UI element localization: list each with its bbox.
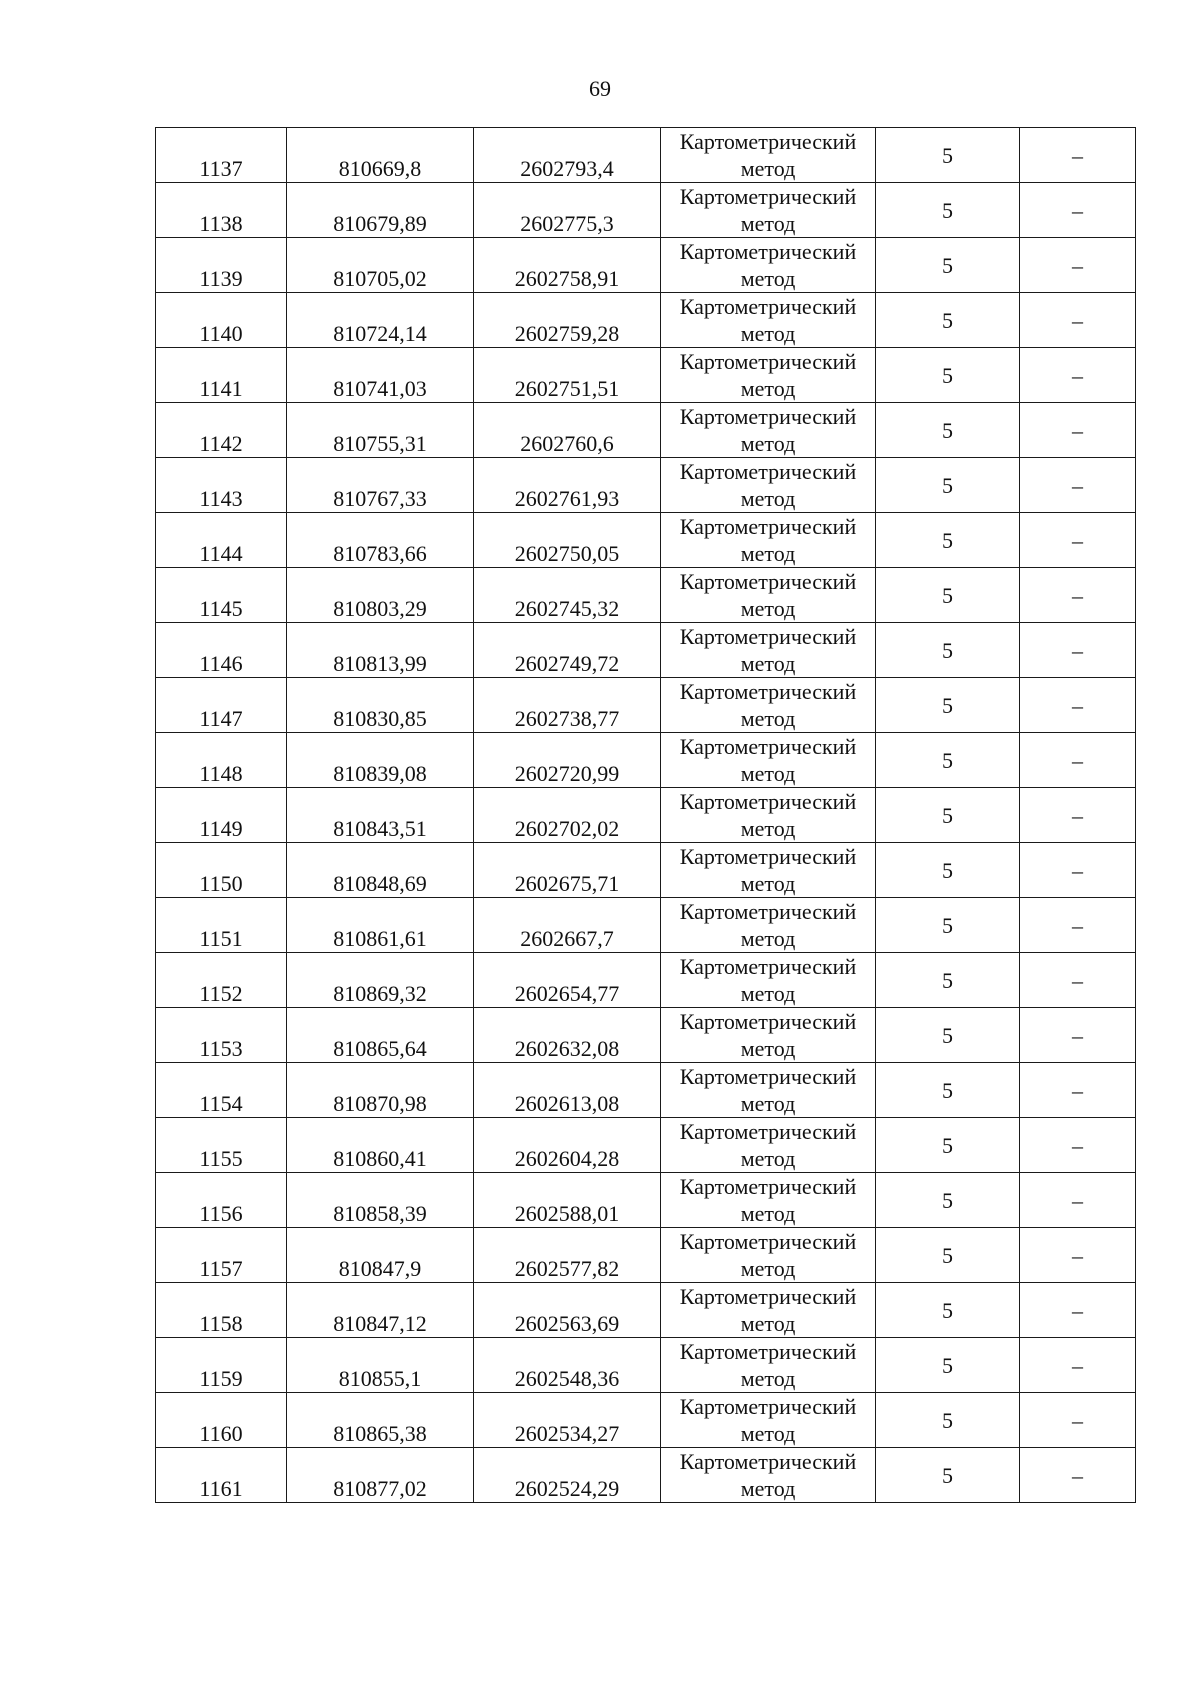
accuracy-cell: 5	[876, 128, 1020, 183]
method-label-line2: метод	[740, 926, 796, 951]
y-coordinate-cell: 2602775,3	[474, 183, 661, 238]
method-label-line1: Картометрический	[679, 679, 857, 704]
method-label-line1: Картометрический	[679, 789, 857, 814]
method-label-line2: метод	[740, 651, 796, 676]
point-number-cell: 1148	[156, 733, 287, 788]
note-cell: –	[1020, 1008, 1136, 1063]
point-number-cell: 1157	[156, 1228, 287, 1283]
y-coordinate-cell: 2602760,6	[474, 403, 661, 458]
x-coordinate-cell: 810869,32	[287, 953, 474, 1008]
y-coordinate-cell: 2602667,7	[474, 898, 661, 953]
method-label-line2: метод	[740, 1421, 796, 1446]
note-cell: –	[1020, 568, 1136, 623]
table-row	[156, 898, 1136, 953]
accuracy-cell: 5	[876, 238, 1020, 293]
x-coordinate-cell: 810847,12	[287, 1283, 474, 1338]
accuracy-cell: 5	[876, 403, 1020, 458]
table-row	[156, 238, 1136, 293]
accuracy-cell: 5	[876, 953, 1020, 1008]
point-number-cell: 1156	[156, 1173, 287, 1228]
x-coordinate-cell: 810870,98	[287, 1063, 474, 1118]
x-coordinate-cell: 810755,31	[287, 403, 474, 458]
x-coordinate-cell: 810669,8	[287, 128, 474, 183]
x-coordinate-cell: 810860,41	[287, 1118, 474, 1173]
method-cell	[661, 183, 876, 238]
table-row	[156, 1228, 1136, 1283]
table-row	[156, 458, 1136, 513]
accuracy-cell: 5	[876, 1228, 1020, 1283]
method-label-line2: метод	[740, 266, 796, 291]
note-cell: –	[1020, 1283, 1136, 1338]
table-row	[156, 1118, 1136, 1173]
method-label-line1: Картометрический	[679, 184, 857, 209]
note-cell: –	[1020, 1393, 1136, 1448]
method-cell	[661, 128, 876, 183]
y-coordinate-cell: 2602524,29	[474, 1448, 661, 1503]
note-cell: –	[1020, 348, 1136, 403]
note-cell: –	[1020, 1063, 1136, 1118]
method-label-line1: Картометрический	[679, 1394, 857, 1419]
x-coordinate-cell: 810861,61	[287, 898, 474, 953]
method-label-line2: метод	[740, 1091, 796, 1116]
method-label-line2: метод	[740, 1311, 796, 1336]
point-number-cell: 1139	[156, 238, 287, 293]
table-row	[156, 183, 1136, 238]
table-row	[156, 1448, 1136, 1503]
point-number-cell: 1138	[156, 183, 287, 238]
table-row	[156, 128, 1136, 183]
table-row	[156, 1393, 1136, 1448]
point-number-cell: 1158	[156, 1283, 287, 1338]
table-row	[156, 1063, 1136, 1118]
method-cell	[661, 898, 876, 953]
note-cell: –	[1020, 1228, 1136, 1283]
table-row	[156, 1338, 1136, 1393]
table-row	[156, 733, 1136, 788]
method-cell	[661, 1063, 876, 1118]
note-cell: –	[1020, 1118, 1136, 1173]
coordinates-table-body	[156, 128, 1136, 1503]
method-cell	[661, 1008, 876, 1063]
method-label-line1: Картометрический	[679, 1119, 857, 1144]
method-label-line2: метод	[740, 541, 796, 566]
x-coordinate-cell: 810813,99	[287, 623, 474, 678]
y-coordinate-cell: 2602654,77	[474, 953, 661, 1008]
method-label-line1: Картометрический	[679, 404, 857, 429]
note-cell: –	[1020, 238, 1136, 293]
y-coordinate-cell: 2602675,71	[474, 843, 661, 898]
accuracy-cell: 5	[876, 1008, 1020, 1063]
x-coordinate-cell: 810830,85	[287, 678, 474, 733]
accuracy-cell: 5	[876, 1173, 1020, 1228]
point-number-cell: 1152	[156, 953, 287, 1008]
note-cell: –	[1020, 1173, 1136, 1228]
x-coordinate-cell: 810767,33	[287, 458, 474, 513]
note-cell: –	[1020, 293, 1136, 348]
method-cell	[661, 403, 876, 458]
method-cell	[661, 1173, 876, 1228]
method-label-line2: метод	[740, 1366, 796, 1391]
table-row	[156, 293, 1136, 348]
method-label-line2: метод	[740, 156, 796, 181]
y-coordinate-cell: 2602534,27	[474, 1393, 661, 1448]
page-number: 69	[589, 76, 611, 101]
note-cell: –	[1020, 513, 1136, 568]
accuracy-cell: 5	[876, 1118, 1020, 1173]
accuracy-cell: 5	[876, 1448, 1020, 1503]
accuracy-cell: 5	[876, 1393, 1020, 1448]
x-coordinate-cell: 810839,08	[287, 733, 474, 788]
x-coordinate-cell: 810848,69	[287, 843, 474, 898]
method-label-line2: метод	[740, 1256, 796, 1281]
y-coordinate-cell: 2602738,77	[474, 678, 661, 733]
method-cell	[661, 733, 876, 788]
table-row	[156, 623, 1136, 678]
method-label-line1: Картометрический	[679, 954, 857, 979]
accuracy-cell: 5	[876, 843, 1020, 898]
x-coordinate-cell: 810741,03	[287, 348, 474, 403]
method-cell	[661, 1338, 876, 1393]
method-label-line1: Картометрический	[679, 1339, 857, 1364]
y-coordinate-cell: 2602745,32	[474, 568, 661, 623]
accuracy-cell: 5	[876, 513, 1020, 568]
method-label-line2: метод	[740, 761, 796, 786]
point-number-cell: 1159	[156, 1338, 287, 1393]
point-number-cell: 1145	[156, 568, 287, 623]
method-label-line2: метод	[740, 1036, 796, 1061]
x-coordinate-cell: 810865,38	[287, 1393, 474, 1448]
point-number-cell: 1153	[156, 1008, 287, 1063]
note-cell: –	[1020, 128, 1136, 183]
method-label-line1: Картометрический	[679, 1064, 857, 1089]
point-number-cell: 1144	[156, 513, 287, 568]
x-coordinate-cell: 810847,9	[287, 1228, 474, 1283]
method-cell	[661, 1283, 876, 1338]
x-coordinate-cell: 810724,14	[287, 293, 474, 348]
method-label-line2: метод	[740, 706, 796, 731]
accuracy-cell: 5	[876, 183, 1020, 238]
method-cell	[661, 1448, 876, 1503]
x-coordinate-cell: 810705,02	[287, 238, 474, 293]
method-cell	[661, 788, 876, 843]
x-coordinate-cell: 810865,64	[287, 1008, 474, 1063]
accuracy-cell: 5	[876, 1283, 1020, 1338]
method-label-line1: Картометрический	[679, 239, 857, 264]
coordinates-table	[155, 127, 1136, 1503]
method-cell	[661, 1228, 876, 1283]
point-number-cell: 1141	[156, 348, 287, 403]
accuracy-cell: 5	[876, 788, 1020, 843]
point-number-cell: 1140	[156, 293, 287, 348]
method-label-line1: Картометрический	[679, 514, 857, 539]
point-number-cell: 1137	[156, 128, 287, 183]
method-cell	[661, 348, 876, 403]
method-label-line1: Картометрический	[679, 624, 857, 649]
y-coordinate-cell: 2602577,82	[474, 1228, 661, 1283]
accuracy-cell: 5	[876, 733, 1020, 788]
y-coordinate-cell: 2602588,01	[474, 1173, 661, 1228]
note-cell: –	[1020, 458, 1136, 513]
method-label-line1: Картометрический	[679, 1284, 857, 1309]
method-label-line2: метод	[740, 981, 796, 1006]
method-label-line1: Картометрический	[679, 1449, 857, 1474]
note-cell: –	[1020, 898, 1136, 953]
method-label-line2: метод	[740, 871, 796, 896]
y-coordinate-cell: 2602702,02	[474, 788, 661, 843]
method-cell	[661, 678, 876, 733]
accuracy-cell: 5	[876, 1338, 1020, 1393]
note-cell: –	[1020, 403, 1136, 458]
table-row	[156, 1173, 1136, 1228]
method-label-line1: Картометрический	[679, 1174, 857, 1199]
point-number-cell: 1149	[156, 788, 287, 843]
point-number-cell: 1161	[156, 1448, 287, 1503]
method-label-line1: Картометрический	[679, 1009, 857, 1034]
y-coordinate-cell: 2602548,36	[474, 1338, 661, 1393]
method-cell	[661, 458, 876, 513]
x-coordinate-cell: 810783,66	[287, 513, 474, 568]
point-number-cell: 1146	[156, 623, 287, 678]
method-label-line2: метод	[740, 1201, 796, 1226]
x-coordinate-cell: 810803,29	[287, 568, 474, 623]
point-number-cell: 1151	[156, 898, 287, 953]
method-label-line2: метод	[740, 486, 796, 511]
method-cell	[661, 238, 876, 293]
method-cell	[661, 568, 876, 623]
method-label-line1: Картометрический	[679, 899, 857, 924]
note-cell: –	[1020, 1338, 1136, 1393]
y-coordinate-cell: 2602750,05	[474, 513, 661, 568]
method-cell	[661, 843, 876, 898]
method-label-line1: Картометрический	[679, 734, 857, 759]
table-row	[156, 513, 1136, 568]
y-coordinate-cell: 2602720,99	[474, 733, 661, 788]
y-coordinate-cell: 2602563,69	[474, 1283, 661, 1338]
note-cell: –	[1020, 733, 1136, 788]
point-number-cell: 1150	[156, 843, 287, 898]
note-cell: –	[1020, 678, 1136, 733]
table-row	[156, 403, 1136, 458]
note-cell: –	[1020, 183, 1136, 238]
method-label-line2: метод	[740, 376, 796, 401]
x-coordinate-cell: 810843,51	[287, 788, 474, 843]
table-row	[156, 843, 1136, 898]
note-cell: –	[1020, 788, 1136, 843]
note-cell: –	[1020, 953, 1136, 1008]
table-row	[156, 678, 1136, 733]
accuracy-cell: 5	[876, 1063, 1020, 1118]
point-number-cell: 1155	[156, 1118, 287, 1173]
x-coordinate-cell: 810679,89	[287, 183, 474, 238]
method-label-line1: Картометрический	[679, 569, 857, 594]
x-coordinate-cell: 810877,02	[287, 1448, 474, 1503]
method-label-line1: Картометрический	[679, 294, 857, 319]
accuracy-cell: 5	[876, 678, 1020, 733]
method-label-line2: метод	[740, 431, 796, 456]
y-coordinate-cell: 2602604,28	[474, 1118, 661, 1173]
method-label-line1: Картометрический	[679, 349, 857, 374]
y-coordinate-cell: 2602751,51	[474, 348, 661, 403]
table-row	[156, 568, 1136, 623]
method-label-line2: метод	[740, 596, 796, 621]
table-row	[156, 1008, 1136, 1063]
point-number-cell: 1142	[156, 403, 287, 458]
method-cell	[661, 293, 876, 348]
method-label-line1: Картометрический	[679, 844, 857, 869]
table-row	[156, 1283, 1136, 1338]
note-cell: –	[1020, 843, 1136, 898]
y-coordinate-cell: 2602632,08	[474, 1008, 661, 1063]
accuracy-cell: 5	[876, 458, 1020, 513]
y-coordinate-cell: 2602758,91	[474, 238, 661, 293]
note-cell: –	[1020, 1448, 1136, 1503]
point-number-cell: 1160	[156, 1393, 287, 1448]
point-number-cell: 1147	[156, 678, 287, 733]
y-coordinate-cell: 2602613,08	[474, 1063, 661, 1118]
method-label-line2: метод	[740, 1476, 796, 1501]
y-coordinate-cell: 2602793,4	[474, 128, 661, 183]
method-label-line1: Картометрический	[679, 129, 857, 154]
method-cell	[661, 623, 876, 678]
accuracy-cell: 5	[876, 898, 1020, 953]
method-label-line1: Картометрический	[679, 459, 857, 484]
y-coordinate-cell: 2602759,28	[474, 293, 661, 348]
point-number-cell: 1143	[156, 458, 287, 513]
y-coordinate-cell: 2602761,93	[474, 458, 661, 513]
accuracy-cell: 5	[876, 623, 1020, 678]
method-cell	[661, 1118, 876, 1173]
table-row	[156, 788, 1136, 843]
method-label-line2: метод	[740, 1146, 796, 1171]
point-number-cell: 1154	[156, 1063, 287, 1118]
method-cell	[661, 513, 876, 568]
method-cell	[661, 953, 876, 1008]
x-coordinate-cell: 810858,39	[287, 1173, 474, 1228]
method-label-line2: метод	[740, 211, 796, 236]
accuracy-cell: 5	[876, 348, 1020, 403]
accuracy-cell: 5	[876, 568, 1020, 623]
table-row	[156, 953, 1136, 1008]
method-label-line2: метод	[740, 321, 796, 346]
table-row	[156, 348, 1136, 403]
x-coordinate-cell: 810855,1	[287, 1338, 474, 1393]
method-cell	[661, 1393, 876, 1448]
note-cell: –	[1020, 623, 1136, 678]
method-label-line1: Картометрический	[679, 1229, 857, 1254]
y-coordinate-cell: 2602749,72	[474, 623, 661, 678]
accuracy-cell: 5	[876, 293, 1020, 348]
method-label-line2: метод	[740, 816, 796, 841]
